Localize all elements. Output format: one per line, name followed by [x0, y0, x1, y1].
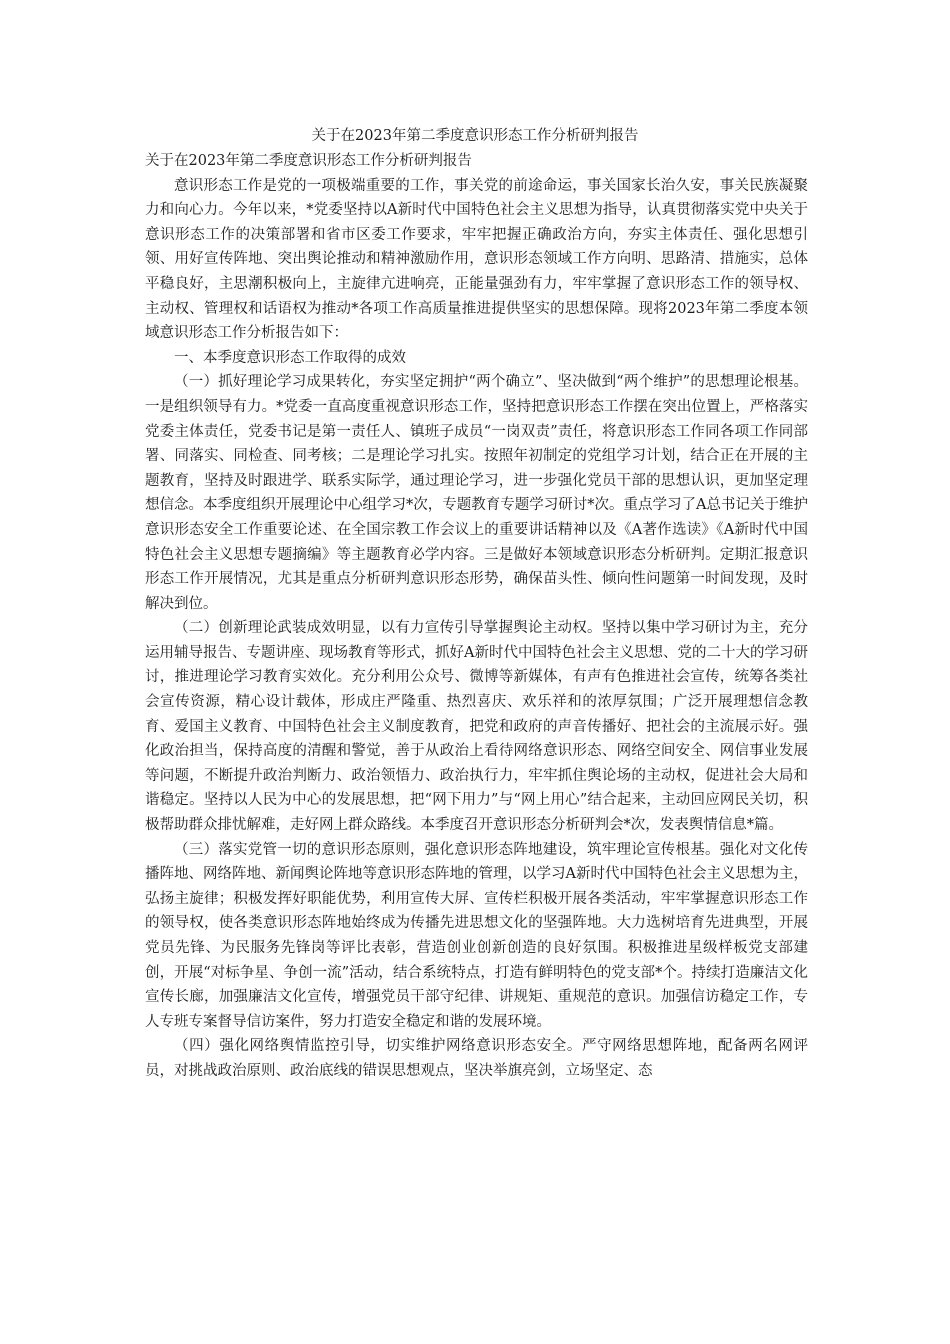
section-heading: 一、本季度意识形态工作取得的成效 — [174, 349, 406, 366]
body-paragraph-1: （一）抓好理论学习成果转化，夯实坚定拥护“两个确立”、坚决做到“两个维护”的思想理论根基。一是组织领导有力。*党委一直高度重视意识形态工作，坚持把意识形态工作摆在突出位置上，严格落实党委主体责任，党委书记是第一责任人、镇班子成员“一岗双责”责任，将意识形态工作同各项工作同部署、同落实、同检查、同考核；二是理论学习扎实。按照年初制定的党组学习计划，结合正在开展的主题教育，坚持及时跟进学、联系实际学，通过理论学习，进一步强化党员干部的思想认识，更加坚定理想信念。本季度组织开展理论中心组学习*次，专题教育专题学习研讨*次。重点学习了A总书记关于维护意识形态安全工作重要论述、在全国宗教工作会议上的重要讲话精神以及《A著作选读》《A新时代中国特色社会主义思想专题摘编》等主题教育必学内容。三是做好本领域意识形态分析研判。定期汇报意识形态工作开展情况，尤其是重点分析研判意识形态形势，确保苗头性、倾向性问题第一时间发现，及时解决到位。 — [145, 374, 808, 612]
body-paragraph-3: （三）落实党管一切的意识形态原则，强化意识形态阵地建设，筑牢理论宣传根基。强化对文化传播阵地、网络阵地、新闻舆论阵地等意识形态阵地的管理，以学习A新时代中国特色社会主义思想为主，弘扬主旋律；积极发挥好职能优势，利用宣传大屏、宣传栏积极开展各类活动，牢牢掌握意识形态工作的领导权，使各类意识形态阵地始终成为传播先进思想文化的坚强阵地。大力选树培育先进典型，开展党员先锋、为民服务先锋岗等评比表彰，营造创业创新创造的良好氛围。积极推进星级样板党支部建创，开展“对标争星、争创一流”活动，结合系统特点，打造有鲜明特色的党支部*个。持续打造廉洁文化宣传长廊，加强廉洁文化宣传，增强党员干部守纪律、讲规矩、重规范的意识。加强信访稳定工作，专人专班专案督导信访案件，努力打造安全稳定和谐的发展环境。 — [145, 841, 808, 1030]
document-subtitle: 关于在2023年第二季度意识形态工作分析研判报告 — [145, 153, 472, 169]
body-paragraph-2: （二）创新理论武装成效明显，以有力宣传引导掌握舆论主动权。坚持以集中学习研讨为主，充分运用辅导报告、专题讲座、现场教育等形式，抓好A新时代中国特色社会主义思想、党的二十大的学习研讨，推进理论学习教育实效化。充分利用公众号、微博等新媒体，有声有色推进社会宣传，统筹各类社会宣传资源，精心设计载体，形成庄严隆重、热烈喜庆、欢乐祥和的浓厚氛围；广泛开展理想信念教育、爱国主义教育、中国特色社会主义制度教育，把党和政府的声音传播好、把社会的主流展示好。强化政治担当，保持高度的清醒和警觉，善于从政治上看待网络意识形态、网络空间安全、网信事业发展等问题，不断提升政治判断力、政治领悟力、政治执行力，牢牢抓住舆论场的主动权，促进社会大局和谐稳定。坚持以人民为中心的发展思想，把“网下用力”与“网上用心”结合起来，主动回应网民关切，积极帮助群众排忧解难，走好网上群众路线。本季度召开意识形态分析研判会*次，发表舆情信息*篇。 — [145, 620, 808, 834]
body-paragraph-4: （四）强化网络舆情监控引导，切实维护网络意识形态安全。严守网络思想阵地，配备两名网评员，对挑战政治原则、政治底线的错误思想观点，坚决举旗亮剑，立场坚定、态 — [145, 1038, 808, 1079]
document-title: 关于在2023年第二季度意识形态工作分析研判报告 — [311, 128, 639, 144]
intro-paragraph: 意识形态工作是党的一项极端重要的工作，事关党的前途命运，事关国家长治久安，事关民族凝聚力和向心力。今年以来，*党委坚持以A新时代中国特色社会主义思想为指导，认真贯彻落实党中央关于意识形态工作的决策部署和省市区委工作要求，牢牢把握正确政治方向，夯实主体责任、强化思想引领、用好宣传阵地、突出舆论推动和精神激励作用，意识形态领域工作方向明、思路清、措施实，总体平稳良好，主思潮积极向上，主旋律亢进响亮，正能量强劲有力，牢牢掌握了意识形态工作的领导权、主动权、管理权和话语权为推动*各项工作高质量推进提供坚实的思想保障。现将2023年第二季度本领域意识形态工作分析报告如下： — [145, 177, 808, 342]
document-body — [145, 149, 808, 1084]
